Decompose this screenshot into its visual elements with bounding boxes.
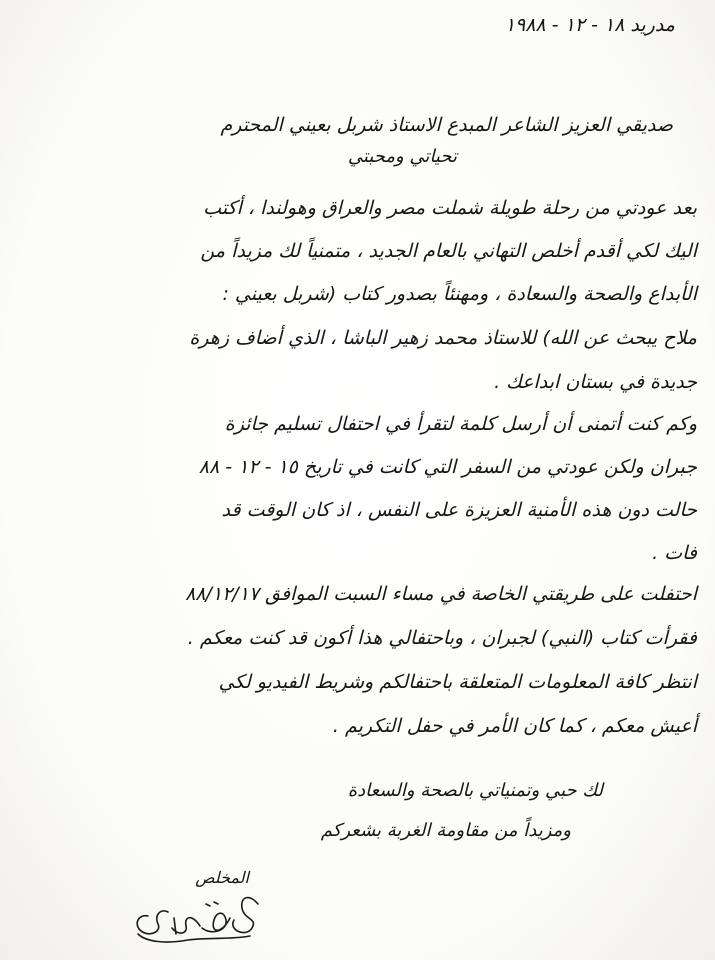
body-line: احتفلت على طريقتي الخاصة في مساء السبت الموافق ٨٨/١٢/١٧ xyxy=(185,583,697,605)
body-line: وكم كنت أتمنى أن أرسل كلمة لتقرأ في احتفال تسليم جائزة xyxy=(224,413,697,435)
closing-line: ومزيداً من مقاومة الغربة بشعركم xyxy=(320,820,571,841)
letter-date: مدريد ١٨ - ١٢ - ١٩٨٨ xyxy=(504,14,675,36)
salutation: صديقي العزيز الشاعر المبدع الاستاذ شربل بعيني المحترم xyxy=(220,114,673,136)
body-line: بعد عودتي من رحلة طويلة شملت مصر والعراق وهولندا ، أكتب xyxy=(203,197,697,219)
body-line: ملاح يبحث عن الله) للاستاذ محمد زهير الباشا ، الذي أضاف زهرة xyxy=(189,327,697,349)
body-line: جبران ولكن عودتي من السفر التي كانت في تاريخ ١٥ - ١٢ - ٨٨ xyxy=(198,456,697,478)
body-line: اليك لكي أقدم أخلص التهاني بالعام الجديد ، متمنياً لك مزيداً من xyxy=(200,240,697,262)
greeting: تحياتي ومحبتي xyxy=(347,146,457,167)
body-line: انتظر كافة المعلومات المتعلقة باحتفالكم وشريط الفيديو لكي xyxy=(218,671,697,693)
body-line: جديدة في بستان ابداعك . xyxy=(494,371,697,393)
signature-mark xyxy=(118,890,268,946)
closing-line: لك حبي وتمنياتي بالصحة والسعادة xyxy=(347,780,603,801)
body-line: أعيش معكم ، كما كان الأمر في حفل التكريم . xyxy=(332,715,697,737)
body-line: الأبداع والصحة والسعادة ، ومهنئاً بصدور كتاب (شربل بعيني : xyxy=(222,283,697,305)
body-line: فات . xyxy=(652,542,697,564)
body-line: فقرأت كتاب (النبي) لجبران ، وباحتفالي هذا أكون قد كنت معكم . xyxy=(187,627,697,649)
signoff: المخلص xyxy=(195,868,249,887)
body-line: حالت دون هذه الأمنية العزيزة على النفس ، اذ كان الوقت قد xyxy=(221,499,697,521)
